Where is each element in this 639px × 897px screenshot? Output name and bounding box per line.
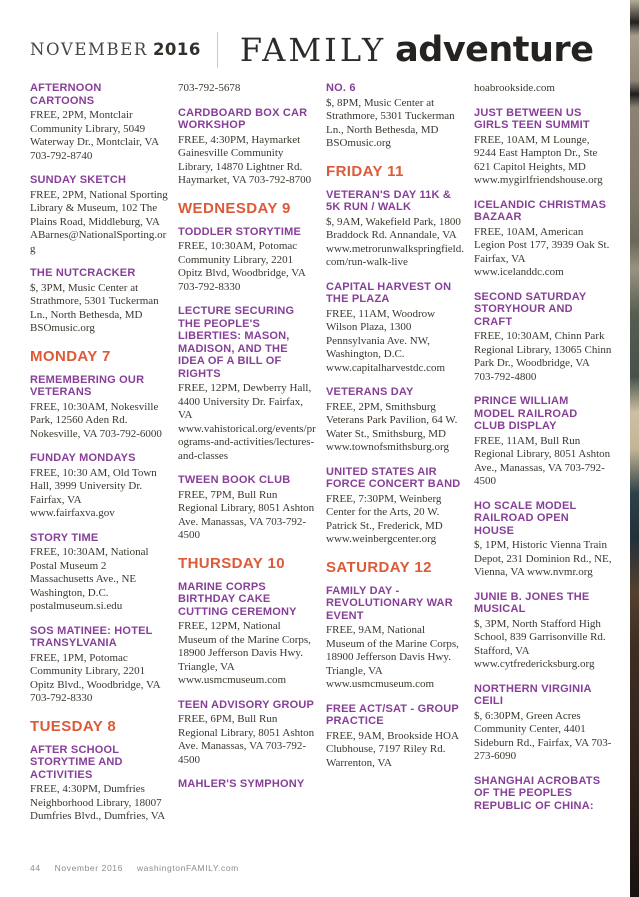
event-listing: [326, 386, 464, 455]
page-title-family: FAMILY: [239, 31, 387, 69]
event-title: FREE ACT/SAT - GROUP PRACTICE: [326, 702, 459, 727]
event-details: FREE, 2PM, Montclair Community Library, 5049 Waterway Dr., Montclair, VA 703-792-8740: [30, 109, 159, 162]
event-details: $, 3PM, North Stafford High School, 839 Garrisonville Rd. Stafford, VA www.cytfredericksburg.org: [474, 617, 606, 670]
event-title: ICELANDIC CHRISTMAS BAZAAR: [474, 198, 607, 223]
header-divider: [217, 32, 218, 68]
event-title: TEEN ADVISORY GROUP: [178, 698, 315, 711]
event-title: REMEMBERING OUR VETERANS: [30, 373, 145, 398]
event-details: $, 3PM, Music Center at Strathmore, 5301 Tuckerman Ln., North Bethesda, MD BSOmusic.org: [30, 281, 159, 334]
event-column-3: [326, 82, 464, 858]
event-title: LECTURE SECURING THE PEOPLE'S LIBERTIES: MASON, MADISON, AND THE IDEA OF A BILL OF RIGHTS: [178, 305, 295, 380]
event-details: FREE, 6PM, Bull Run Regional Library, 8051 Ashton Ave. Manassas, VA 703-792-4500: [178, 713, 315, 766]
event-details: FREE, 2PM, Smithsburg Veterans Park Pavilion, 64 W. Water St., Smithsburg, MD www.townofsmithsburg.org: [326, 400, 458, 453]
issue-date: [30, 40, 201, 60]
event-title: SOS MATINEE: HOTEL TRANSYLVANIA: [30, 624, 153, 649]
event-listing: [30, 374, 168, 442]
event-details: $, 6:30PM, Green Acres Community Center, 4401 Sideburn Rd., Fairfax, VA 703-273-6090: [474, 709, 612, 762]
event-listing: [474, 395, 612, 489]
event-details: FREE, 2PM, National Sporting Library & Museum, 102 The Plains Road, Middleburg, VA ABarnes@NationalSporting.org: [30, 188, 168, 255]
event-column-1: [30, 82, 168, 858]
event-listing: [474, 591, 612, 672]
event-details: FREE, 4:30PM, Haymarket Gainesville Community Library, 14870 Lightner Rd. Haymarket, VA 703-792-8700: [178, 133, 312, 186]
issue-month: NOVEMBER: [30, 40, 148, 59]
event-columns: [30, 82, 612, 858]
event-listing: [474, 683, 612, 764]
event-title: UNITED STATES AIR FORCE CONCERT BAND: [326, 465, 461, 490]
event-title: NORTHERN VIRGINIA CEILI: [474, 682, 592, 707]
event-listing: [326, 281, 464, 376]
event-title: SECOND SATURDAY STORYHOUR AND CRAFT: [474, 290, 587, 328]
page-title: [240, 30, 594, 70]
event-title: SUNDAY SKETCH: [30, 174, 127, 186]
day-header: SATURDAY 12: [326, 558, 432, 576]
event-listing: [326, 703, 464, 771]
event-details: FREE, 10:30AM, Potomac Community Library, 2201 Opitz Blvd, Woodbridge, VA 703-792-8330: [178, 240, 306, 293]
event-details: $, 1PM, Historic Vienna Train Depot, 231 Dominion Rd., NE, Vienna, VA www.nvmr.org: [474, 539, 612, 578]
event-title: CAPITAL HARVEST ON THE PLAZA: [326, 280, 452, 305]
event-listing: [474, 291, 612, 385]
event-listing: [178, 226, 316, 295]
event-details: FREE, 10:30AM, National Postal Museum 2 Massachusetts Ave., NE Washington, D.C. postalmuseum.si.edu: [30, 546, 149, 612]
event-column-2: [178, 82, 316, 858]
event-details: 703-792-5678: [178, 82, 241, 94]
event-title: MAHLER'S SYMPHONY: [178, 778, 305, 790]
footer-site: washingtonFAMILY.com: [136, 863, 239, 873]
event-title: AFTERNOON CARTOONS: [30, 82, 102, 107]
event-listing: [30, 744, 168, 824]
event-details: FREE, 10:30 AM, Old Town Hall, 3999 University Dr. Fairfax, VA www.fairfaxva.gov: [30, 466, 157, 519]
event-listing: [178, 107, 316, 188]
event-title: TODDLER STORYTIME: [178, 225, 301, 238]
adjacent-page-photo-sliver: [630, 0, 639, 897]
event-title: JUST BETWEEN US GIRLS TEEN SUMMIT: [474, 106, 590, 131]
event-title: TWEEN BOOK CLUB: [178, 474, 291, 486]
event-listing: [178, 581, 316, 688]
event-title: HO SCALE MODEL RAILROAD OPEN HOUSE: [474, 499, 577, 537]
event-details: FREE, 4:30PM, Dumfries Neighborhood Library, 18007 Dumfries Blvd., Dumfries, VA: [30, 783, 166, 822]
event-title: VETERANS DAY: [326, 386, 414, 398]
event-title: VETERAN'S DAY 11K & 5K RUN / WALK: [326, 188, 452, 213]
event-title: AFTER SCHOOL STORYTIME AND ACTIVITIES: [30, 743, 123, 781]
event-title: STORY TIME: [30, 531, 99, 544]
event-title: THE NUTCRACKER: [30, 267, 136, 279]
event-continuation: [178, 82, 316, 96]
event-details: FREE, 1PM, Potomac Community Library, 2201 Opitz Blvd., Woodbridge, VA 703-792-8330: [30, 651, 160, 704]
event-details: hoabrookside.com: [474, 82, 555, 94]
event-title: MARINE CORPS BIRTHDAY CAKE CUTTING CEREMONY: [178, 580, 297, 618]
event-listing: [178, 778, 316, 791]
event-listing: [474, 775, 612, 813]
event-listing: [326, 466, 464, 547]
footer-issue: November 2016: [54, 863, 123, 873]
event-listing: [30, 452, 168, 521]
event-title: FUNDAY MONDAYS: [30, 452, 136, 464]
event-listing: [178, 305, 316, 463]
day-header: WEDNESDAY 9: [178, 199, 291, 217]
event-listing: [30, 82, 168, 163]
event-listing: [178, 699, 316, 768]
event-title: NO. 6: [326, 82, 356, 94]
event-details: FREE, 10:30AM, Chinn Park Regional Library, 13065 Chinn Park Dr., Woodbridge, VA 703-792-4800: [474, 330, 612, 383]
event-details: $, 9AM, Wakefield Park, 1800 Braddock Rd. Annandale, VA www.metrorunwalkspringfield.com/run-walk-live: [326, 215, 464, 268]
event-listing: [178, 474, 316, 543]
event-listing: [30, 267, 168, 336]
event-listing: [326, 585, 464, 692]
event-title: SHANGHAI ACROBATS OF THE PEOPLES REPUBLIC OF CHINA:: [474, 774, 601, 812]
footer-page-number: 44: [30, 863, 41, 873]
event-details: FREE, 7PM, Bull Run Regional Library, 8051 Ashton Ave. Manassas, VA 703-792-4500: [178, 488, 315, 541]
event-title: JUNIE B. JONES THE MUSICAL: [474, 590, 590, 615]
event-details: FREE, 12PM, National Museum of the Marine Corps, 18900 Jefferson Davis Hwy. Triangle, VA www.usmcmuseum.com: [178, 620, 311, 686]
event-details: FREE, 7:30PM, Weinberg Center for the Arts, 20 W. Patrick St., Frederick, MD www.weinbergcenter.org: [326, 492, 443, 545]
day-header: MONDAY 7: [30, 347, 111, 365]
event-listing: [474, 107, 612, 188]
event-details: FREE, 11AM, Bull Run Regional Library, 8051 Ashton Ave., Manassas, VA 703-792-4500: [474, 434, 611, 487]
event-title: PRINCE WILLIAM MODEL RAILROAD CLUB DISPLAY: [474, 395, 578, 432]
event-listing: [474, 199, 612, 280]
event-details: FREE, 12PM, Dewberry Hall, 4400 University Dr. Fairfax, VA www.vahistorical.org/events/programs-and-activities/lectures-and-classes: [178, 382, 316, 462]
event-details: FREE, 10:30AM, Nokesville Park, 12560 Aden Rd. Nokesville, VA 703-792-6000: [30, 400, 162, 440]
event-listing: [30, 532, 168, 614]
event-details: FREE, 9AM, Brookside HOA Clubhouse, 7197 Riley Rd. Warrenton, VA: [326, 729, 459, 769]
event-details: $, 8PM, Music Center at Strathmore, 5301 Tuckerman Ln., North Bethesda, MD BSOmusic.org: [326, 96, 455, 149]
event-title: CARDBOARD BOX CAR WORKSHOP: [178, 106, 308, 131]
event-continuation: [474, 82, 612, 96]
event-listing: [326, 82, 464, 151]
event-title: FAMILY DAY - REVOLUTIONARY WAR EVENT: [326, 584, 453, 622]
page-title-adventure: adventure: [395, 30, 594, 70]
event-listing: [474, 500, 612, 580]
event-details: FREE, 10AM, American Legion Post 177, 3939 Oak St. Fairfax, VA www.icelanddc.com: [474, 225, 610, 278]
event-column-4: [474, 82, 612, 858]
day-header: FRIDAY 11: [326, 162, 404, 180]
issue-year: 2016: [152, 40, 201, 59]
event-details: FREE, 9AM, National Museum of the Marine Corps, 18900 Jefferson Davis Hwy. Triangle, VA www.usmcmuseum.com: [326, 624, 459, 690]
event-listing: [30, 625, 168, 706]
day-header: TUESDAY 8: [30, 717, 117, 735]
page-footer: [30, 863, 253, 873]
event-details: FREE, 10AM, M Lounge, 9244 East Hampton Dr., Ste 621 Capitol Heights, MD www.mygirlfriendshouse.org: [474, 133, 603, 186]
event-listing: [30, 174, 168, 256]
day-header: THURSDAY 10: [178, 554, 285, 572]
event-details: FREE, 11AM, Woodrow Wilson Plaza, 1300 Pennsylvania Ave. NW, Washington, D.C. www.capitalharvestdc.com: [326, 307, 446, 374]
event-listing: [326, 189, 464, 270]
page-header: [0, 0, 639, 74]
